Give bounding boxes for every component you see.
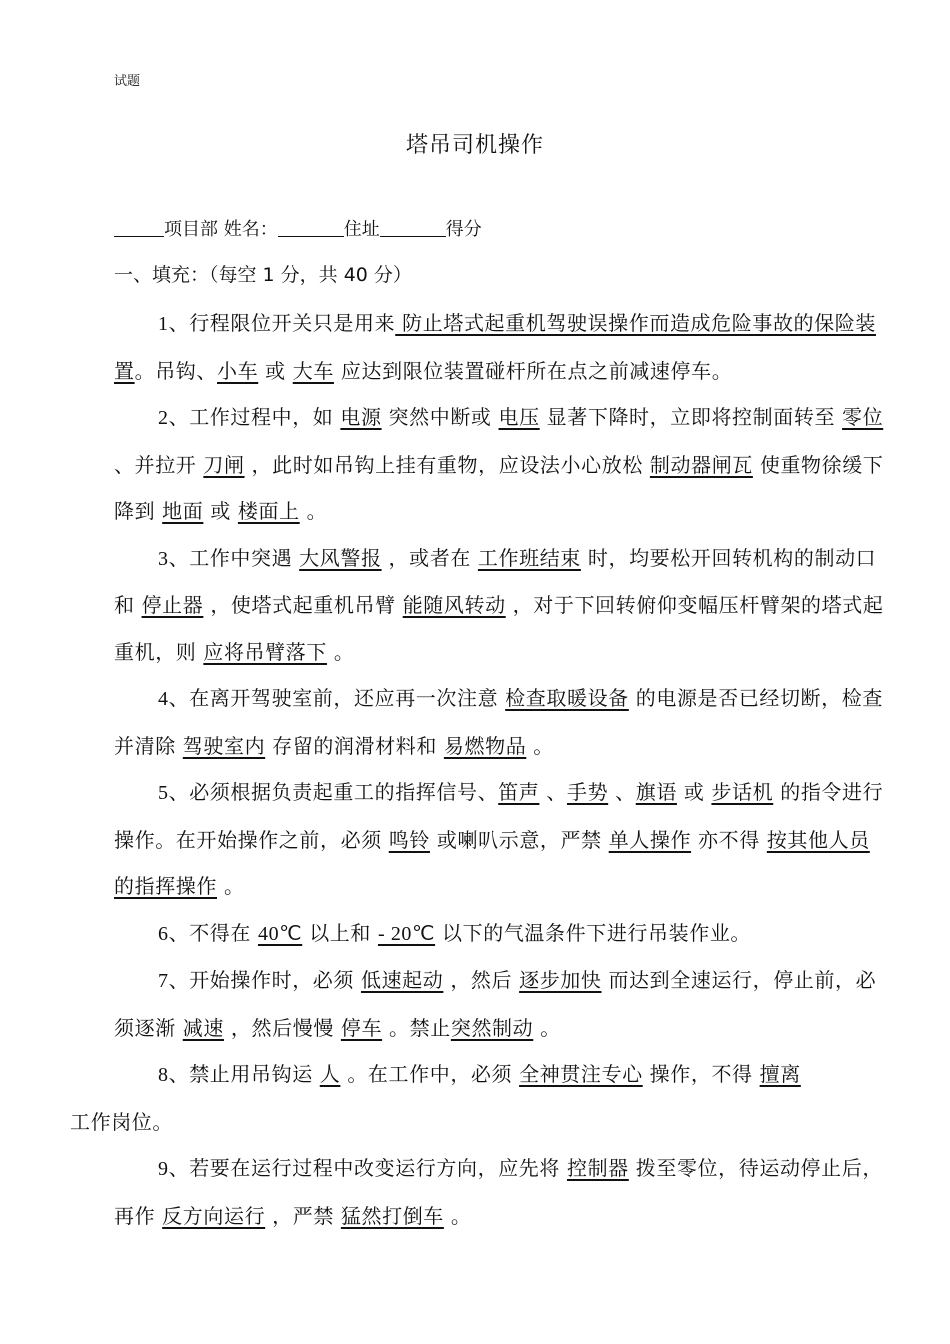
- name-blank[interactable]: [278, 218, 344, 237]
- answer-blank: 电压: [498, 405, 540, 429]
- question-9: 9、若要在运行过程中改变运行方向，应先将 控制器 拨至零位，待运动停止后，再作 反方向运行 ，严禁 猛然打倒车 。: [114, 1156, 883, 1228]
- section-heading: 一、填充：（每空 1 分，共 40 分）: [114, 264, 412, 286]
- answer-blank: 反方向运行: [162, 1203, 266, 1228]
- answer-blank: 电源: [340, 405, 382, 429]
- answer-blank: 笛声: [498, 780, 540, 804]
- question-7: 7、开始操作时，必须 低速起动 ，然后 逐步加快 而达到全速运行，停止前，必须逐渐 减速 ，然后慢慢 停车 。禁止突然制动 。: [114, 968, 877, 1040]
- answer-blank: 能随风转动: [402, 593, 506, 617]
- answer-blank: 鸣铃: [388, 827, 430, 852]
- answer-blank: 猛然打倒车: [340, 1203, 444, 1228]
- address-label: 住址: [343, 219, 380, 240]
- address-blank[interactable]: [380, 218, 446, 237]
- answer-blank: 工作班结束: [477, 545, 581, 570]
- answer-blank: 刀闸: [203, 452, 245, 477]
- answer-blank: 地面: [162, 499, 204, 523]
- question-2: 2、工作过程中，如 电源 突然中断或 电压 显著下降时，立即将控制面转至 零位 、并拉开 刀闸 ，此时如吊钩上挂有重物，应设法小心放松 制动器闸瓦 使重物徐缓下降到 地面 或 楼面上 。: [114, 405, 884, 523]
- answer-blank: 旗语: [635, 780, 677, 804]
- answer-blank: 小车: [217, 358, 259, 383]
- dept-blank[interactable]: [114, 218, 164, 237]
- answer-blank: 停止器: [141, 593, 204, 617]
- answer-blank: 停车: [340, 1015, 383, 1040]
- answer-blank: 应将吊臂落下: [203, 639, 327, 664]
- answer-blank: 控制器: [566, 1156, 629, 1180]
- question-1: 1、行程限位开关只是用来 防止塔式起重机驾驶误操作而造成危险事故的保险装置。吊钩、小车 或 大车 应达到限位装置碰杆所在点之前减速停车。: [114, 311, 876, 383]
- question-4: 4、在离开驾驶室前，还应再一次注意 检查取暖设备 的电源是否已经切断，检查并清除 驾驶室内 存留的润滑材料和 易燃物品 。: [114, 686, 883, 758]
- answer-blank: 零位: [842, 405, 884, 429]
- header-label: 试题: [114, 74, 141, 89]
- name-label: 姓名：: [223, 219, 278, 240]
- score-label: 得分: [445, 219, 482, 240]
- answer-blank: 突然制动: [450, 1015, 534, 1040]
- answer-blank: 减速: [182, 1015, 224, 1040]
- dept-label: 项目部: [164, 219, 218, 240]
- info-line: [114, 215, 482, 241]
- document-title: 塔吊司机操作: [405, 133, 544, 158]
- answer-blank: - 20℃: [377, 922, 436, 945]
- answer-blank: 逐步加快: [519, 968, 602, 992]
- question-3: 3、工作中突遇 大风警报 ，或者在 工作班结束 时，均要松开回转机构的制动口和 停止器 ，使塔式起重机吊臂 能随风转动 ，对于下回转俯仰变幅压杆臂架的塔式起重机，则 应将吊臂落下 。: [114, 545, 884, 664]
- answer-blank: 易燃物品: [443, 733, 527, 758]
- answer-blank: 制动器闸瓦: [649, 452, 753, 477]
- answer-blank: 手势: [566, 780, 609, 804]
- answer-blank: 驾驶室内: [182, 733, 266, 758]
- answer-blank: 大风警报: [299, 545, 382, 570]
- answer-blank: 检查取暖设备: [505, 686, 629, 710]
- answer-blank: 全神贯注专心: [519, 1062, 643, 1086]
- answer-blank: 人: [319, 1062, 341, 1086]
- question-8: 8、禁止用吊钩运 人 。在工作中，必须 全神贯注专心 操作，不得 擅离 工作岗位。: [70, 1062, 801, 1134]
- answer-blank: 步话机: [711, 780, 774, 804]
- question-5: 5、必须根据负责起重工的指挥信号、笛声 、手势 、旗语 或 步话机 的指令进行操作。在开始操作之前，必须 鸣铃 或喇叭示意，严禁 单人操作 亦不得 按其他人员的指挥操作 。: [114, 780, 884, 898]
- question-list: [70, 300, 884, 1239]
- answer-blank: 防止塔式起重机驾驶误操作而造成危险事故的保险装置: [114, 311, 876, 383]
- answer-blank: 单人操作: [608, 827, 692, 852]
- answer-blank: 大车: [292, 358, 334, 383]
- answer-blank: 擅离: [759, 1062, 801, 1086]
- answer-blank: 40℃: [257, 922, 303, 945]
- answer-blank: 按其他人员的指挥操作: [114, 827, 870, 898]
- answer-blank: 楼面上: [237, 499, 300, 523]
- answer-blank: 低速起动: [360, 968, 444, 992]
- question-6: 6、不得在 40℃ 以上和 - 20℃ 以下的气温条件下进行吊装作业。: [158, 920, 752, 945]
